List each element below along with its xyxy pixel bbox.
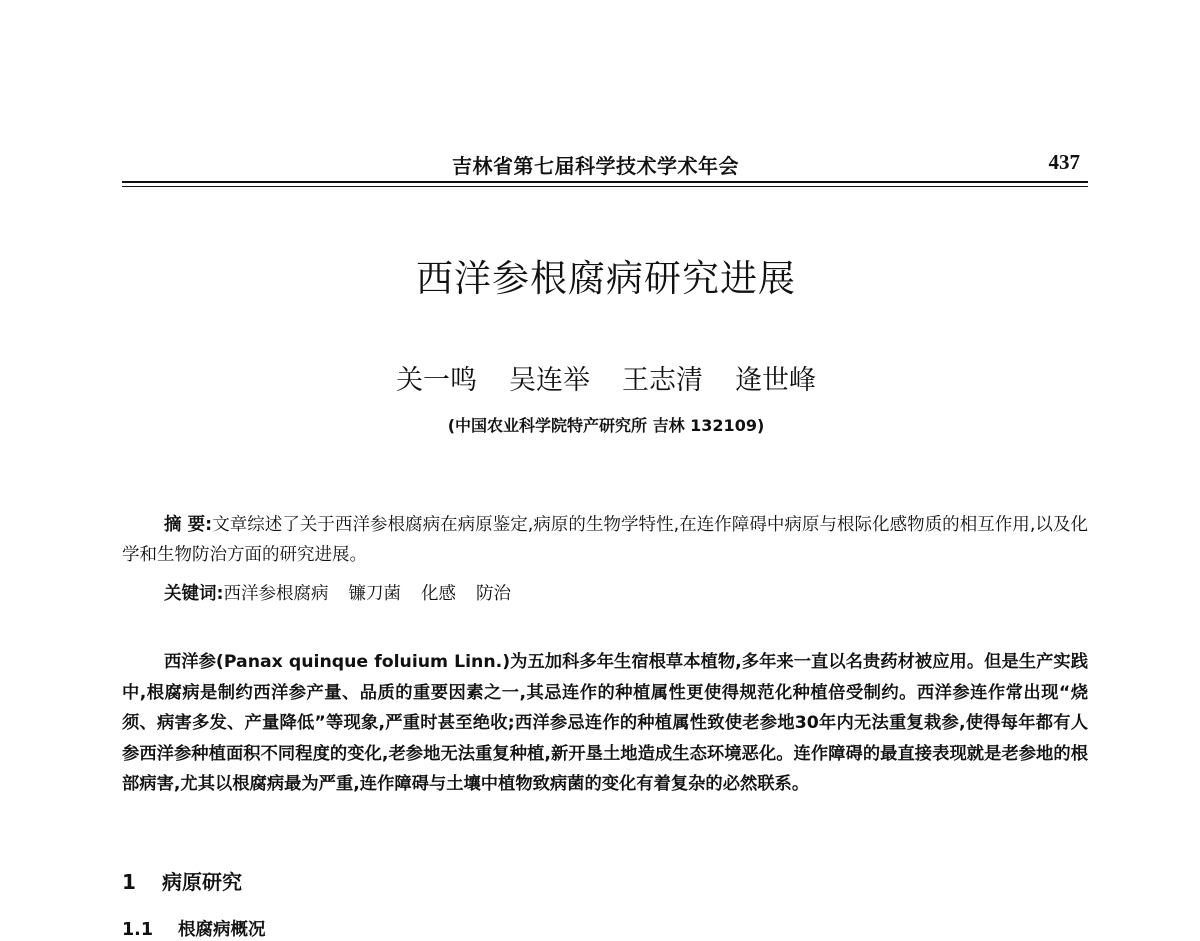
abstract-text: 文章综述了关于西洋参根腐病在病原鉴定,病原的生物学特性,在连作障碍中病原与根际化感物质的相互作用,以及化学和生物防治方面的研究进展。 xyxy=(122,515,1088,565)
author-list xyxy=(0,358,1200,397)
author-name: 王志清 xyxy=(622,365,703,396)
subsection-number: 1.1 xyxy=(122,920,154,940)
keywords-label: 关键词: xyxy=(164,584,224,604)
keyword: 防治 xyxy=(476,584,511,604)
section-number: 1 xyxy=(122,870,136,894)
author-name: 吴连举 xyxy=(509,365,590,396)
subsection-title: 根腐病概况 xyxy=(178,920,266,940)
keywords xyxy=(164,579,531,609)
author-name: 逄世峰 xyxy=(735,365,816,396)
running-header xyxy=(122,150,1088,178)
keyword: 镰刀菌 xyxy=(348,584,401,604)
article-title: 西洋参根腐病研究进展 xyxy=(416,257,796,300)
keyword: 化感 xyxy=(421,584,456,604)
page-number: 437 xyxy=(1048,150,1080,174)
abstract xyxy=(122,510,1088,570)
header-rule-thin xyxy=(122,186,1088,187)
header-rule-thick xyxy=(122,181,1088,183)
subsection-heading xyxy=(122,916,266,941)
intro-paragraph: 西洋参(Panax quinque foluium Linn.)为五加科多年生宿根草本植物,多年来一直以名贵药材被应用。但是生产实践中,根腐病是制约西洋参产量、品质的重要因素之一,其忌连作的种植属性更使得规范化种植倍受制约。西洋参连作常出现“烧须、病害多发、产量降低”等现象,严重时甚至绝收;西洋参忌连作的种植属性致使老参地30年内无法重复栽参,使得每年都有人参西洋参种植面积不同程度的变化,老参地无法重复种植,新开垦土地造成生态环境恶化。连作障碍的最直接表现就是老参地的根部病害,尤其以根腐病最为严重,连作障碍与土壤中植物致病菌的变化有着复杂的必然联系。 xyxy=(122,652,1088,794)
conference-name: 吉林省第七届科学技术学术年会 xyxy=(452,154,739,178)
keyword: 西洋参根腐病 xyxy=(223,584,329,604)
author-name: 关一鸣 xyxy=(396,365,477,396)
section-title: 病原研究 xyxy=(162,870,242,894)
section-heading xyxy=(122,866,242,895)
abstract-label: 摘 要: xyxy=(164,515,213,535)
affiliation: (中国农业科学院特产研究所 吉林 132109) xyxy=(447,416,765,435)
